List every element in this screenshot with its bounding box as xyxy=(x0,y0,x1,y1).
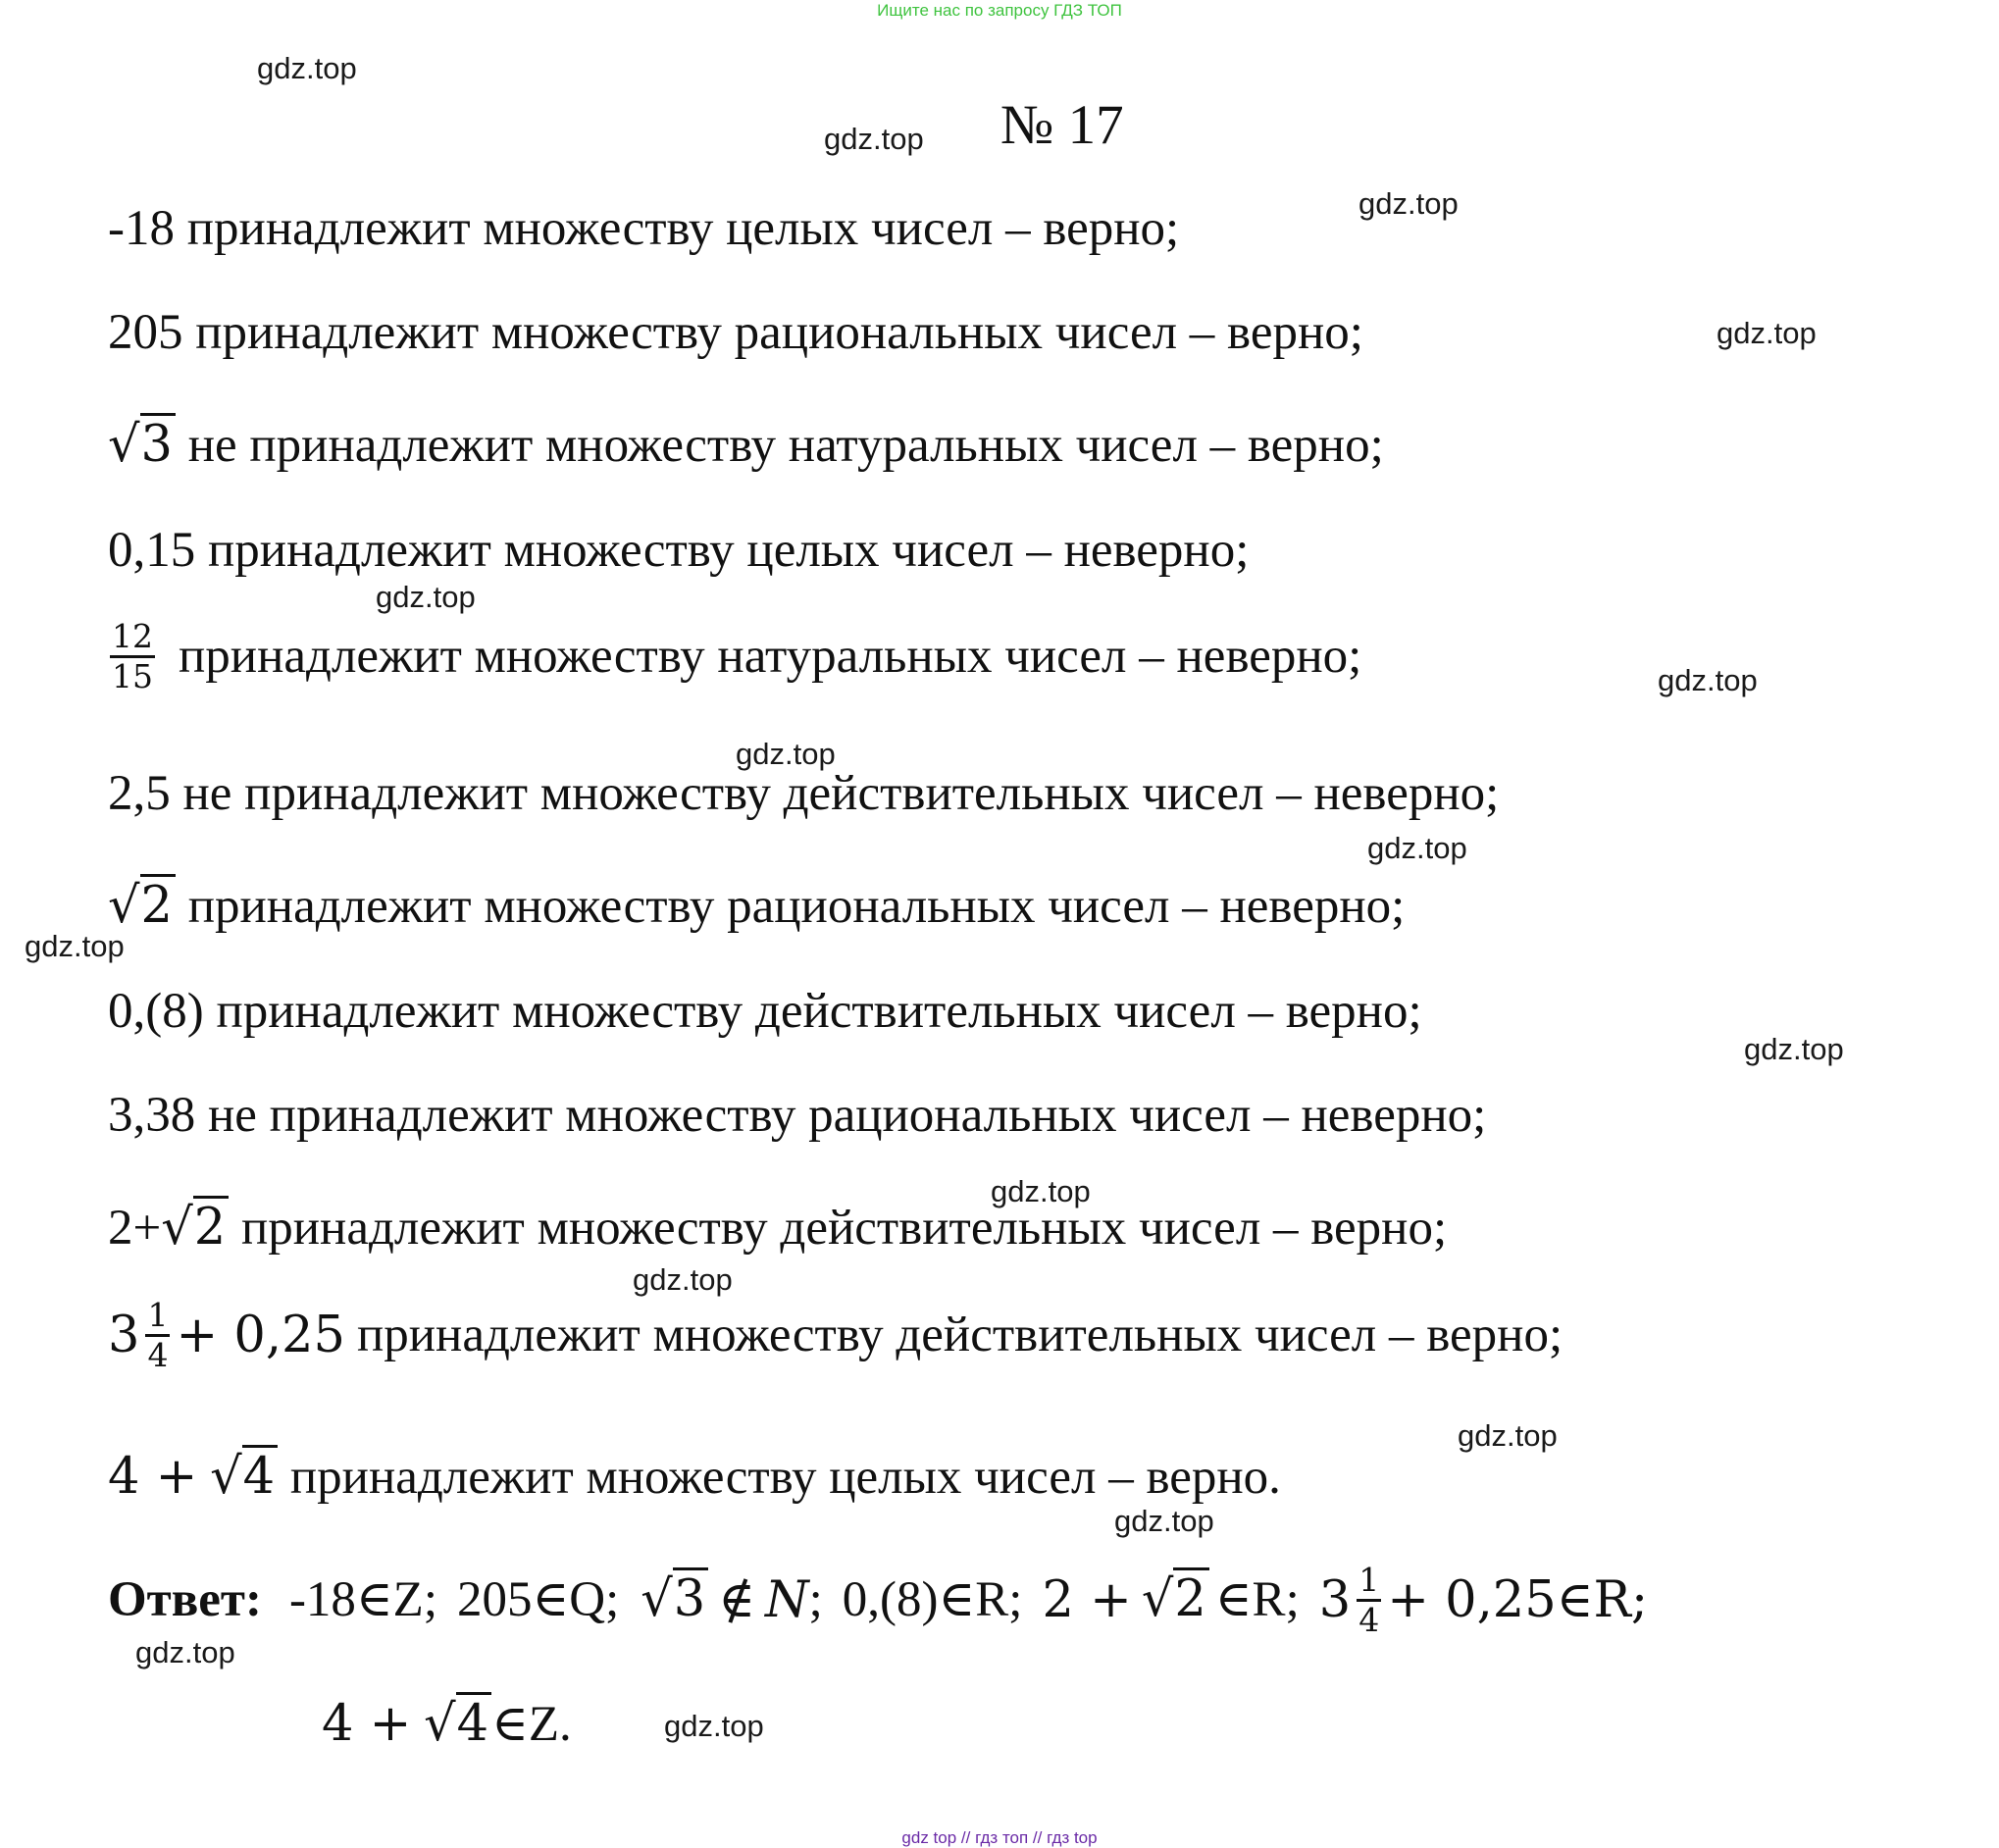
watermark: gdz.top xyxy=(1367,831,1467,865)
watermark: gdz.top xyxy=(1658,663,1758,697)
statement-line-11: 3 $\frac{1}{4}$ + 0,25 принадлежит множеству действительных чисел – верно; xyxy=(108,1296,1563,1374)
watermark: gdz.top xyxy=(376,580,476,614)
watermark: gdz.top xyxy=(991,1174,1091,1208)
statement-line-10: 2+√2 принадлежит множеству действительных чисел – верно; xyxy=(108,1203,1447,1254)
watermark: gdz.top xyxy=(135,1635,235,1669)
statement-line-2: 205 принадлежит множеству рациональных чисел – верно; xyxy=(108,305,1363,360)
watermark: gdz.top xyxy=(1114,1504,1214,1538)
statement-line-3: √3 не принадлежит множеству натуральных чисел – верно; xyxy=(108,420,1384,471)
fraction: $\frac{1}{4}$ xyxy=(1358,1561,1380,1639)
sqrt-expression: √2 xyxy=(161,1203,229,1254)
watermark: gdz.top xyxy=(257,51,357,85)
watermark: gdz.top xyxy=(824,122,924,156)
sqrt-expression: √4 xyxy=(210,1452,278,1503)
statement-line-1: -18 принадлежит множеству целых чисел – верно; xyxy=(108,201,1180,256)
answer-line: Ответ: -18∈Z; 205∈Q; √3 ∉ N ; 0,(8)∈R; 2 + √2 ∈R; 3 $\frac{1}{4}$ + 0,25∈R; xyxy=(108,1561,1649,1639)
sqrt-expression: √3 xyxy=(108,420,176,471)
statement-line-5: $\frac{12}{15}$ принадлежит множеству натуральных чисел – неверно; xyxy=(112,617,1362,695)
statement-line-9: 3,38 не принадлежит множеству рациональных чисел – неверно; xyxy=(108,1088,1487,1143)
statement-line-7: √2 принадлежит множеству рациональных чисел – неверно; xyxy=(108,881,1405,932)
watermark: gdz.top xyxy=(25,929,125,963)
watermark: gdz.top xyxy=(736,737,836,771)
statement-line-4: 0,15 принадлежит множеству целых чисел – неверно; xyxy=(108,523,1250,578)
fraction: $\frac{1}{4}$ xyxy=(147,1296,169,1374)
top-banner[interactable]: Ищите нас по запросу ГДЗ ТОП xyxy=(877,1,1122,20)
answer-line-2: 4 + √4∈Z. xyxy=(322,1699,572,1750)
fraction: $\frac{12}{15}$ xyxy=(112,617,153,695)
sqrt-expression: √2 xyxy=(108,881,176,932)
sqrt-expression: √4 xyxy=(424,1699,491,1750)
answer-label: Ответ: xyxy=(108,1571,262,1627)
watermark: gdz.top xyxy=(1717,316,1817,350)
watermark: gdz.top xyxy=(664,1709,764,1743)
watermark: gdz.top xyxy=(1358,186,1459,221)
statement-line-12: 4 + √4 принадлежит множеству целых чисел – верно. xyxy=(108,1452,1281,1503)
watermark: gdz.top xyxy=(1458,1418,1558,1453)
watermark: gdz.top xyxy=(1744,1032,1844,1066)
statement-line-8: 0,(8) принадлежит множеству действительных чисел – верно; xyxy=(108,984,1422,1039)
statement-line-6: 2,5 не принадлежит множеству действительных чисел – неверно; xyxy=(108,766,1500,821)
sqrt-expression: √2 xyxy=(1142,1574,1209,1625)
page-title: № 17 xyxy=(1000,94,1124,156)
watermark: gdz.top xyxy=(633,1262,733,1297)
bottom-banner[interactable]: gdz top // гдз топ // гдз top xyxy=(901,1828,1098,1847)
sqrt-expression: √3 xyxy=(641,1574,708,1625)
